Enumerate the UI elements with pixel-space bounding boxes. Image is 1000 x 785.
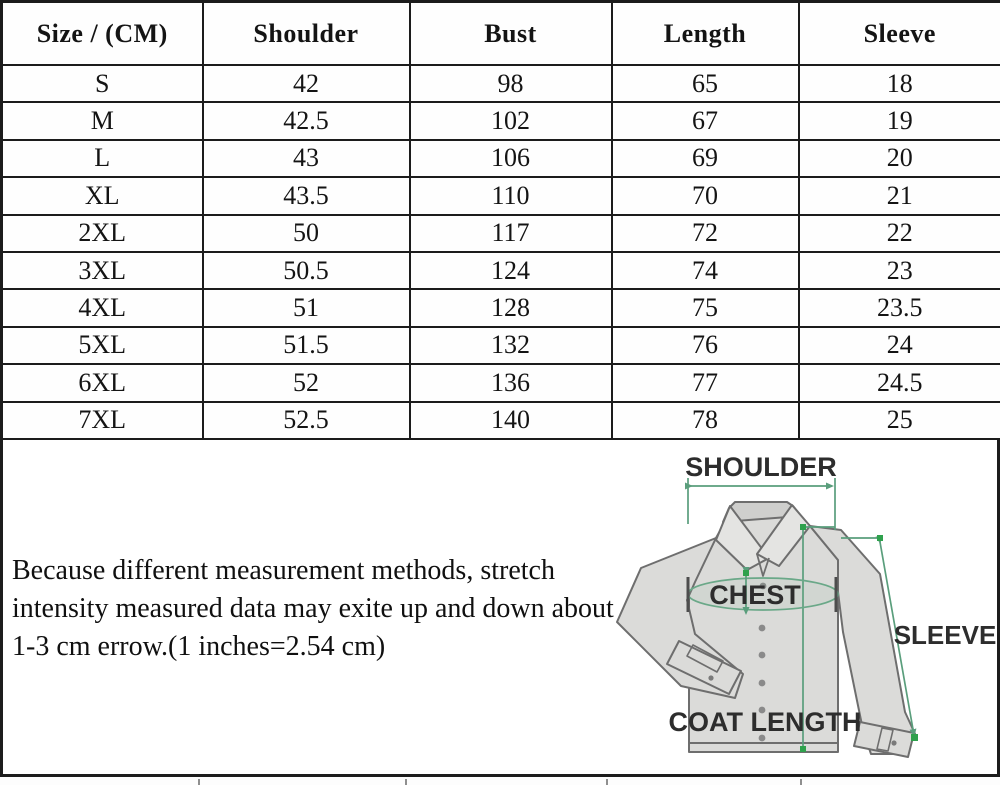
col-header-sleeve: Sleeve bbox=[799, 2, 1000, 66]
bust-cell: 136 bbox=[410, 364, 612, 401]
length-cell: 65 bbox=[612, 65, 799, 102]
size-cell: M bbox=[2, 102, 203, 139]
table-row bbox=[2, 215, 1000, 252]
table-row bbox=[2, 65, 1000, 102]
col-header-length: Length bbox=[612, 2, 799, 66]
shoulder-cell: 52 bbox=[203, 364, 410, 401]
sleeve-cell: 23.5 bbox=[799, 289, 1000, 326]
length-cell: 78 bbox=[612, 402, 799, 439]
measurement-note: Because different measurement methods, stretch intensity measured data may exite up and down about 1-3 cm errow.(1 inches=2.54 cm) bbox=[12, 555, 614, 662]
length-cell: 70 bbox=[612, 177, 799, 214]
bust-cell: 140 bbox=[410, 402, 612, 439]
col-header-shoulder: Shoulder bbox=[203, 2, 410, 66]
sleeve-cell: 21 bbox=[799, 177, 1000, 214]
shirt-measurement-diagram bbox=[583, 442, 1000, 774]
shoulder-cell: 51 bbox=[203, 289, 410, 326]
shoulder-cell: 50 bbox=[203, 215, 410, 252]
table-column-divider-stub bbox=[606, 779, 608, 785]
size-cell: S bbox=[2, 65, 203, 102]
sleeve-cell: 25 bbox=[799, 402, 1000, 439]
length-cell: 67 bbox=[612, 102, 799, 139]
table-row bbox=[2, 102, 1000, 139]
size-cell: XL bbox=[2, 177, 203, 214]
table-column-divider-stub bbox=[405, 779, 407, 785]
shoulder-cell: 51.5 bbox=[203, 327, 410, 364]
size-cell: 5XL bbox=[2, 327, 203, 364]
diagram-panel bbox=[0, 440, 1000, 777]
label-chest: CHEST bbox=[709, 580, 801, 610]
bust-cell: 117 bbox=[410, 215, 612, 252]
bust-cell: 124 bbox=[410, 252, 612, 289]
table-row bbox=[2, 177, 1000, 214]
bust-cell: 98 bbox=[410, 65, 612, 102]
size-cell: 3XL bbox=[2, 252, 203, 289]
label-sleeve: SLEEVE bbox=[893, 620, 997, 650]
table-row bbox=[2, 289, 1000, 326]
table-row bbox=[2, 402, 1000, 439]
shoulder-cell: 42.5 bbox=[203, 102, 410, 139]
sleeve-cell: 24 bbox=[799, 327, 1000, 364]
sleeve-cell: 24.5 bbox=[799, 364, 1000, 401]
table-row bbox=[2, 140, 1000, 177]
table-row bbox=[2, 327, 1000, 364]
table-row bbox=[2, 252, 1000, 289]
table-column-divider-stub bbox=[198, 779, 200, 785]
label-shoulder: SHOULDER bbox=[685, 452, 837, 482]
length-cell: 72 bbox=[612, 215, 799, 252]
shoulder-cell: 42 bbox=[203, 65, 410, 102]
size-cell: 2XL bbox=[2, 215, 203, 252]
label-coat-length: COAT LENGTH bbox=[668, 707, 862, 737]
shoulder-cell: 52.5 bbox=[203, 402, 410, 439]
length-cell: 69 bbox=[612, 140, 799, 177]
table-header-row bbox=[2, 2, 1000, 66]
size-cell: L bbox=[2, 140, 203, 177]
bust-cell: 132 bbox=[410, 327, 612, 364]
col-header-bust: Bust bbox=[410, 2, 612, 66]
bust-cell: 106 bbox=[410, 140, 612, 177]
sleeve-cell: 20 bbox=[799, 140, 1000, 177]
bust-cell: 102 bbox=[410, 102, 612, 139]
sleeve-cell: 19 bbox=[799, 102, 1000, 139]
table-column-divider-stub bbox=[800, 779, 802, 785]
shoulder-cell: 43 bbox=[203, 140, 410, 177]
shoulder-cell: 50.5 bbox=[203, 252, 410, 289]
col-header-size: Size / (CM) bbox=[2, 2, 203, 66]
table-row bbox=[2, 364, 1000, 401]
length-cell: 76 bbox=[612, 327, 799, 364]
sleeve-cell: 22 bbox=[799, 215, 1000, 252]
sleeve-cell: 18 bbox=[799, 65, 1000, 102]
shoulder-cell: 43.5 bbox=[203, 177, 410, 214]
next-table-edge bbox=[0, 777, 1000, 785]
sleeve-cell: 23 bbox=[799, 252, 1000, 289]
size-cell: 4XL bbox=[2, 289, 203, 326]
length-cell: 77 bbox=[612, 364, 799, 401]
size-cell: 6XL bbox=[2, 364, 203, 401]
length-cell: 74 bbox=[612, 252, 799, 289]
bust-cell: 110 bbox=[410, 177, 612, 214]
length-cell: 75 bbox=[612, 289, 799, 326]
bust-cell: 128 bbox=[410, 289, 612, 326]
size-cell: 7XL bbox=[2, 402, 203, 439]
